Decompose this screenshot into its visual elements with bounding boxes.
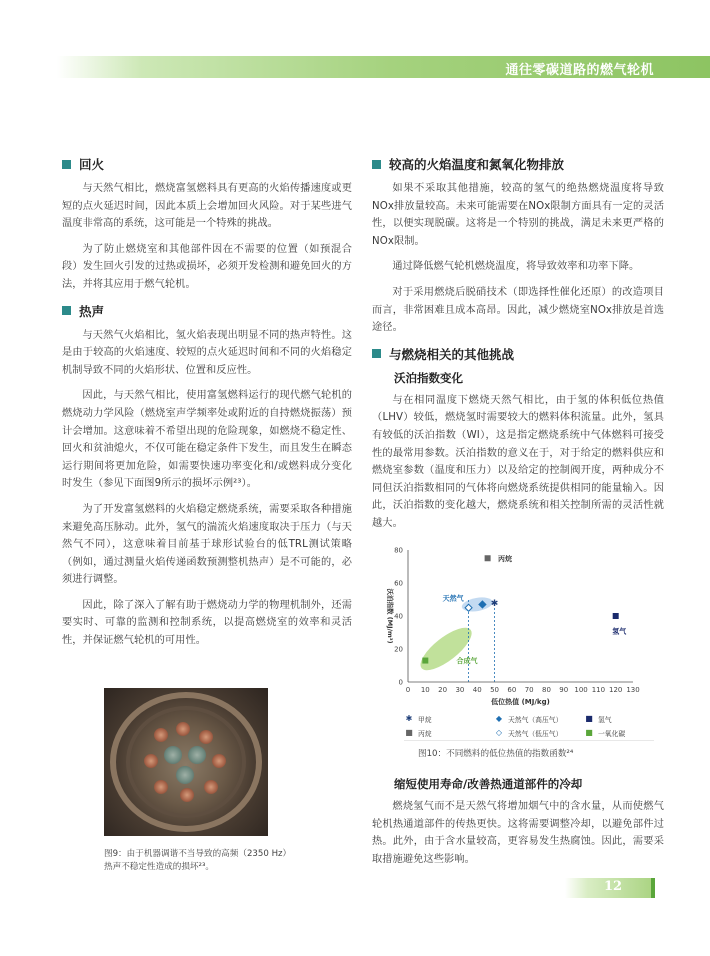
data-point	[422, 658, 428, 664]
legend-divider	[404, 740, 654, 741]
legend-label: 一氧化碳	[598, 730, 626, 738]
legend-label: 甲烷	[418, 716, 432, 724]
paragraph: 如果不采取其他措施，较高的氢气的绝热燃烧温度将导致NOx排放量较高。未来可能需要在NOx限制方面具有一定的灵活性，以便实现脱碳。这将是一个特别的挑战，满足未来更严格的NOx限制。	[372, 183, 664, 247]
left-column	[62, 155, 352, 658]
section-title: 与燃烧相关的其他挑战	[389, 346, 515, 362]
page-tab-bar	[651, 878, 655, 898]
legend-label: 氢气	[598, 716, 612, 724]
figure10-caption: 图10：不同燃料的低位热值的指数函数²⁴	[418, 749, 574, 759]
paragraph: 与天然气火焰相比，氢火焰表现出明显不同的热声特性。这是由于较高的火焰速度、较短的点火延迟时间和不同的火焰稳定机制导致不同的火焰形状、位置和反应性。	[62, 329, 352, 376]
x-tick-label: 130	[626, 686, 640, 694]
paragraph: 对于采用燃烧后脱硝技术（即选择性催化还原）的改造项目而言，非常困难且成本高昂。因此，减少燃烧室NOx排放是首选途径。	[372, 286, 664, 334]
x-tick-label: 100	[574, 686, 588, 694]
section-marker-icon	[62, 306, 71, 315]
paragraph: 与天然气相比，燃烧富氢燃料具有更高的火焰传播速度或更短的点火延迟时间，因此本质上会增加回火风险。对于某些进气温度非常高的系统，这可能是一个特殊的挑战。	[62, 183, 352, 230]
section-marker-icon	[62, 160, 71, 169]
chart-legend	[404, 712, 654, 740]
section-marker-icon	[372, 349, 381, 358]
x-axis-title: 低位热值 (MJ/kg)	[491, 698, 550, 706]
subheading-hot-gas-path: 缩短使用寿命/改善热通道部件的冷却	[394, 777, 583, 791]
section-heading-other-challenges	[372, 345, 664, 363]
paragraph: 为了开发富氢燃料的火焰稳定燃烧系统，需要采取各种措施来避免高压脉动。此外，氢气的湍流火焰速度取决于压力（与天然气不同），这意味着目前基于球形试验台的低TRL测试策略（例如，通过测量火焰传递函数预测整机热声）是不可能的，必须进行调整。	[62, 503, 352, 586]
x-tick-label: 40	[472, 686, 482, 694]
y-tick-label: 0	[398, 678, 403, 687]
paragraph: 燃烧氢气而不是天然气将增加烟气中的含水量，从而使燃气轮机热通道部件的传热更快。这将需要调整冷却，以避免部件过热。此外，由于含水量较高，更容易发生热腐蚀。因此，需要采取措施避免这些影响。	[372, 801, 664, 865]
paragraph: 为了防止燃烧室和其他部件因在不需要的位置（如预混合段）发生回火引发的过热或损坏，必须开发检测和避免回火的方法，并将其应用于燃气轮机。	[62, 243, 352, 290]
x-tick-label: 70	[524, 686, 534, 694]
section-heading-thermoacoustics	[62, 302, 352, 320]
section-marker-icon	[372, 160, 381, 169]
y-tick-label: 20	[394, 645, 403, 654]
section-heading-flashback	[62, 155, 352, 173]
wobbe-index-chart	[378, 540, 648, 740]
legend-marker-icon: ■	[585, 714, 593, 723]
x-tick-label: 30	[455, 686, 465, 694]
paragraph: 通过降低燃气轮机燃烧温度，将导致效率和功率下降。	[392, 261, 640, 273]
chart-annotation: 氢气	[612, 627, 627, 636]
legend-item	[404, 714, 494, 724]
legend-marker-icon: ■	[585, 728, 593, 737]
section-title: 较高的火焰温度和氮氧化物排放	[389, 157, 565, 172]
legend-item	[494, 728, 584, 738]
legend-label: 天然气（低压气）	[508, 730, 563, 738]
x-tick-label: 90	[559, 686, 569, 694]
x-tick-label: 0	[405, 686, 411, 694]
legend-item	[584, 728, 654, 738]
x-tick-label: 120	[609, 686, 623, 694]
paragraph: 因此，与天然气相比，使用富氢燃料运行的现代燃气轮机的燃烧动力学风险（燃烧室声学频率处或附近的自持燃烧振荡）预计会增加。这意味着不希望出现的危险现象，如燃烧不稳定性、回火和贫油熄火，不仅可能在稳定条件下发生，而且发生在瞬态运行期间将更加危险，如需要快速功率变化和/或燃料成分变化时发生（参见下面图9所示的损坏示例²³）。	[62, 390, 352, 490]
y-tick-label: 40	[394, 612, 403, 621]
legend-marker-icon: ✱	[405, 714, 413, 723]
legend-item	[584, 714, 654, 724]
subheading-wobbe-index: 沃泊指数变化	[394, 370, 463, 385]
legend-row	[404, 712, 654, 726]
chart-annotation: 合成气	[456, 657, 478, 666]
section-title: 回火	[79, 157, 105, 172]
damaged-combustor-photo	[104, 688, 268, 836]
data-point	[485, 555, 491, 561]
y-tick-label: 60	[394, 579, 403, 588]
chart-region-natural-gas	[461, 595, 494, 613]
y-axis-title: 沃泊指数 (MJ/m³)	[386, 588, 394, 644]
caption-line: 热声不稳定性造成的损坏²³。	[104, 862, 215, 872]
legend-marker-icon: ■	[405, 728, 413, 737]
caption-line: 图9：由于机器调谐不当导致的高频（2350 Hz）	[104, 849, 292, 859]
data-point	[613, 613, 619, 619]
section-heading-nox	[372, 155, 664, 173]
legend-label: 天然气（高压气）	[508, 716, 563, 724]
x-tick-label: 110	[591, 686, 606, 694]
running-header: 通往零碳道路的燃气轮机	[505, 63, 654, 78]
legend-row	[404, 726, 654, 740]
right-column-bottom	[372, 772, 664, 876]
page-number: 12	[604, 879, 623, 894]
legend-item	[494, 714, 584, 724]
figure9-caption	[104, 848, 334, 874]
section-title: 热声	[79, 303, 105, 319]
x-tick-label: 10	[420, 686, 430, 694]
chart-annotation: 丙烷	[498, 554, 512, 563]
paragraph: 因此，除了深入了解有助于燃烧动力学的物理机制外，还需要实时、可靠的监测和控制系统，以提高燃烧室的效率和灵活性，并保证燃气轮机的可用性。	[62, 599, 352, 647]
x-tick-label: 50	[490, 686, 499, 694]
legend-label: 丙烷	[418, 730, 432, 738]
right-column	[372, 155, 664, 541]
chart-svg	[378, 540, 648, 720]
legend-marker-icon: ◆	[495, 714, 503, 723]
paragraph: 与在相同温度下燃烧天然气相比，由于氢的体积低位热值（LHV）较低，燃烧氢时需要较大的燃料体积流量。此外，氢具有较低的沃泊指数（WI），这是指定燃烧系统中气体燃料可接受性的最常用参数。沃泊指数的意义在于，对于给定的燃料供应和燃烧室参数（温度和压力）以及给定的控制阀开度，两种成分不同但沃泊指数相同的气体将向燃烧系统提供相同的能量输入。因此，沃泊指数的变化越大，燃烧系统和相关控制所需的灵活性就越大。	[372, 394, 664, 529]
legend-marker-icon: ◇	[495, 728, 503, 737]
x-tick-label: 80	[542, 686, 551, 694]
x-tick-label: 20	[438, 686, 448, 694]
legend-item	[404, 728, 494, 738]
data-point: ✱	[490, 598, 499, 609]
x-tick-label: 60	[507, 686, 517, 694]
y-tick-label: 80	[394, 546, 403, 555]
chart-annotation: 天然气	[442, 594, 464, 603]
